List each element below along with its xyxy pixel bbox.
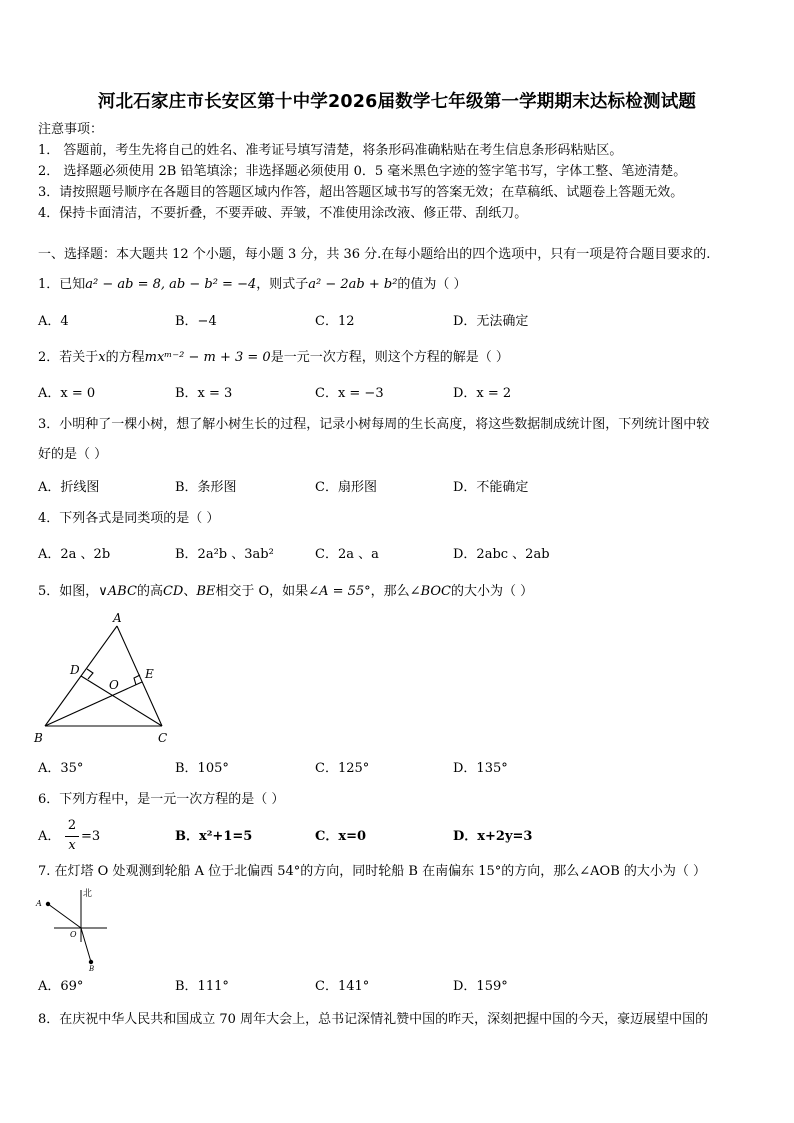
q3-option-d[interactable]: D．不能确定 (453, 480, 529, 495)
q1-expression: a² − 2ab + b² (308, 277, 398, 292)
question-1 (38, 277, 467, 293)
q2-equation: mxᵐ⁻² − m + 3 = 0 (144, 350, 271, 365)
q1-suffix: 的值为（ ） (397, 277, 467, 292)
notice-item-1: 1． 答题前，考生先将自己的姓名、准考证号填写清楚，将条形码准确粘贴在考生信息条形码粘贴区。 (38, 143, 623, 158)
section-heading: 一、选择题：本大题共 12 个小题，每小题 3 分，共 36 分.在每小题给出的四个选项中，只有一项是符合题目要求的. (38, 247, 711, 262)
notice-item-2: 2． 选择题必须使用 2B 铅笔填涂；非选择题必须使用 0．5 毫米黑色字迹的签字笔书写，字体工整、笔迹清楚。 (38, 164, 687, 179)
q5-angle-a: ∠A = 55° (308, 584, 371, 599)
point-a (46, 902, 50, 906)
q5-prefix: 5．如图， (38, 584, 99, 599)
label-e: E (145, 667, 154, 681)
q3-option-b[interactable]: B．条形图 (175, 480, 237, 495)
question-7: 7. 在灯塔 O 处观测到轮船 A 位于北偏西 54°的方向，同时轮船 B 在南偏东 15°的方向，那么∠AOB 的大小为（ ） (38, 864, 707, 879)
compass-figure (32, 884, 112, 974)
point-b (89, 960, 93, 964)
q6-fraction-bar (65, 836, 79, 837)
notice-item-4: 4．保持卡面清洁，不要折叠，不要弄破、弄皱，不准使用涂改液、修正带、刮纸刀。 (38, 206, 528, 221)
question-2 (38, 350, 509, 366)
compass-label-b: B (89, 965, 95, 973)
q5-text-6: 的大小为（ ） (450, 584, 534, 599)
q7-option-b[interactable]: B．111° (175, 979, 229, 994)
q6-option-c[interactable]: C．x=0 (315, 829, 367, 844)
q5-option-b[interactable]: B．105° (175, 761, 229, 776)
triangle-figure (30, 608, 180, 748)
q6-fraction-numerator: 2 (67, 818, 77, 833)
q3-option-a[interactable]: A．折线图 (38, 480, 100, 495)
q2-option-d[interactable]: D．x = 2 (453, 386, 512, 401)
q5-text-5: ，那么 (370, 584, 410, 599)
notice-heading: 注意事项： (38, 122, 104, 137)
question-3-line-1: 3．小明种了一棵小树，想了解小树生长的过程，记录小树每周的生长高度，将这些数据制成统计图，下列统计图中较 (38, 417, 710, 432)
q2-suffix: 是一元一次方程，则这个方程的解是（ ） (270, 350, 509, 365)
q7-option-a[interactable]: A．69° (38, 979, 84, 994)
q5-text-3: 、 (183, 584, 197, 599)
q5-option-d[interactable]: D．135° (453, 761, 508, 776)
q6-option-b[interactable]: B．x²+1=5 (175, 829, 253, 844)
q6-option-a-suffix: =3 (81, 829, 101, 844)
ray-ob (81, 928, 91, 962)
compass-label-a: A (36, 899, 42, 908)
q4-option-b[interactable]: B．2a²b 、3ab² (175, 547, 274, 562)
q5-text-2: 的高 (136, 584, 163, 599)
q5-triangle: ∨ABC (98, 584, 137, 599)
compass-label-north: 北 (83, 889, 93, 899)
notice-item-3: 3．请按照题号顺序在各题目的答题区域内作答，超出答题区域书写的答案无效；在草稿纸、试题卷上答题无效。 (38, 185, 684, 200)
label-o: O (109, 678, 119, 692)
q5-altitude-be: BE (196, 584, 216, 599)
altitude-cd (81, 676, 162, 726)
q1-option-c[interactable]: C．12 (315, 314, 355, 329)
question-4: 4．下列各式是同类项的是（ ） (38, 511, 220, 526)
question-5 (38, 584, 533, 600)
q2-prefix: 2．若关于 (38, 350, 99, 365)
q7-option-d[interactable]: D．159° (453, 979, 508, 994)
ray-oa (48, 904, 81, 928)
q1-option-b[interactable]: B．−4 (175, 314, 217, 329)
q2-mid: 的方程 (105, 350, 145, 365)
q2-option-b[interactable]: B．x = 3 (175, 386, 233, 401)
q3-option-c[interactable]: C．扇形图 (315, 480, 377, 495)
q1-prefix: 1．已知 (38, 277, 86, 292)
q4-option-d[interactable]: D．2abc 、2ab (453, 547, 550, 562)
altitude-be (45, 682, 142, 726)
q7-option-c[interactable]: C．141° (315, 979, 370, 994)
right-angle-mark-d (87, 669, 93, 679)
q6-option-a-prefix: A． (38, 829, 61, 844)
label-a: A (113, 611, 122, 625)
label-d: D (70, 663, 80, 677)
q5-option-a[interactable]: A．35° (38, 761, 84, 776)
q5-angle-boc: ∠BOC (409, 584, 451, 599)
q2-variable: x (98, 350, 106, 365)
q2-option-a[interactable]: A．x = 0 (38, 386, 96, 401)
q1-mid: ，则式子 (256, 277, 309, 292)
q4-option-c[interactable]: C．2a 、a (315, 547, 379, 562)
q6-fraction-denominator: x (68, 838, 76, 853)
q4-option-a[interactable]: A．2a 、2b (38, 547, 111, 562)
q1-option-d[interactable]: D．无法确定 (453, 314, 529, 329)
q1-given-equations: a² − ab = 8, ab − b² = −4 (85, 277, 257, 292)
question-6: 6．下列方程中，是一元一次方程的是（ ） (38, 792, 285, 807)
q5-altitude-cd: CD (162, 584, 184, 599)
label-b: B (34, 731, 43, 745)
question-3-line-2: 好的是（ ） (38, 447, 108, 462)
page-title: 河北石家庄市长安区第十中学2026届数学七年级第一学期期末达标检测试题 (97, 92, 697, 112)
q5-text-4: 相交于 O，如果 (215, 584, 309, 599)
question-8: 8．在庆祝中华人民共和国成立 70 周年大会上，总书记深情礼赞中国的昨天，深刻把握中国的今天，豪迈展望中国的 (38, 1012, 709, 1027)
q1-option-a[interactable]: A．4 (38, 314, 69, 329)
q5-option-c[interactable]: C．125° (315, 761, 370, 776)
q6-option-d[interactable]: D．x+2y=3 (453, 829, 533, 844)
q2-option-c[interactable]: C．x = −3 (315, 386, 384, 401)
side-ac (117, 626, 162, 726)
label-c: C (158, 731, 168, 745)
compass-label-o: O (70, 930, 77, 939)
